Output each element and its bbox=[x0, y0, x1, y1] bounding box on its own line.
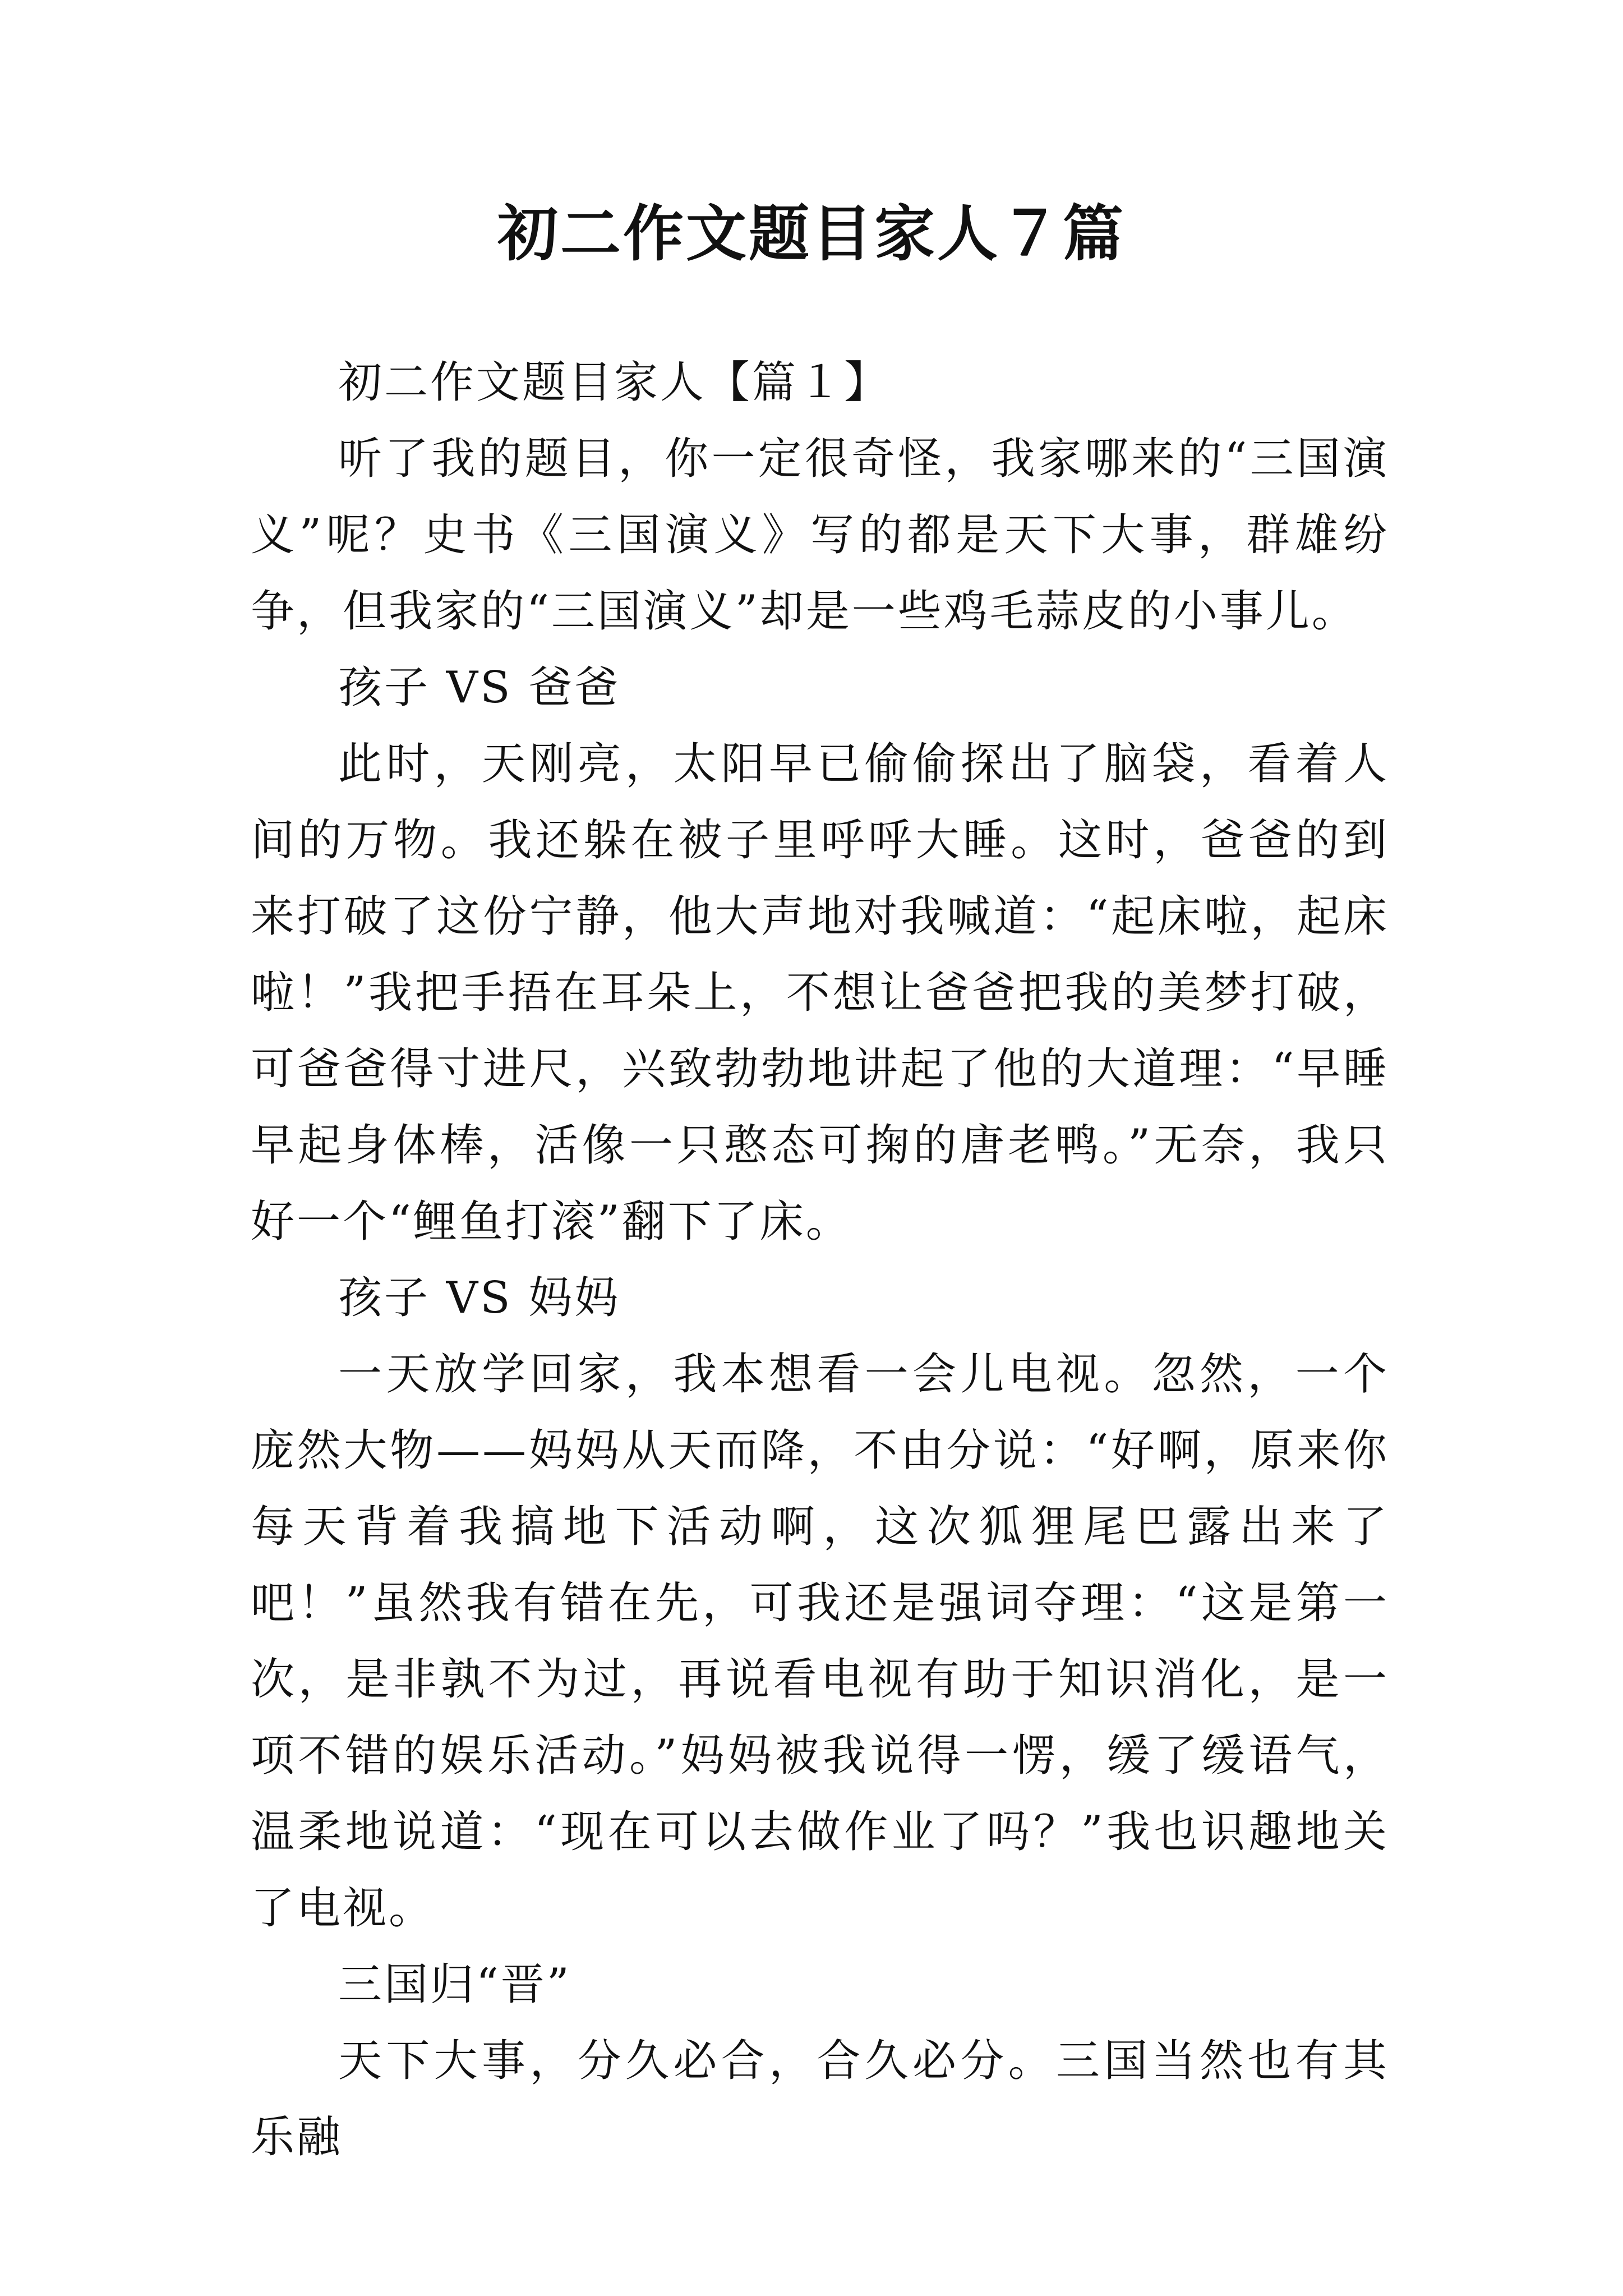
paragraph: 听了我的题目，你一定很奇怪，我家哪来的“三国演义”呢？史书《三国演义》写的都是天下大事，群雄纷争，但我家的“三国演义”却是一些鸡毛蒜皮的小事儿。 bbox=[251, 434, 1389, 637]
paragraph: 一天放学回家，我本想看一会儿电视。忽然，一个庞然大物——妈妈从天而降，不由分说：“好啊，原来你每天背着我搞地下活动啊，这次狐狸尾巴露出来了吧！”虽然我有错在先，可我还是强词夺理：“这是第一次，是非孰不为过，再说看电视有助于知识消化，是一项不错的娱乐活动。”妈妈被我说得一愣，缓了缓语气，温柔地说道：“现在可以去做作业了吗？”我也识趣地关了电视。 bbox=[251, 1349, 1389, 1934]
subheading: 孩子 VS 爸爸 bbox=[338, 662, 621, 713]
subheading: 三国归“晋” bbox=[338, 1959, 571, 2010]
document-body bbox=[251, 344, 1389, 2175]
paragraph: 天下大事，分久必合，合久必分。三国当然也有其乐融 bbox=[251, 2036, 1389, 2162]
paragraph: 此时，天刚亮，太阳早已偷偷探出了脑袋，看着人间的万物。我还躲在被子里呼呼大睡。这时，爸爸的到来打破了这份宁静，他大声地对我喊道：“起床啦，起床啦！”我把手捂在耳朵上，不想让爸爸把我的美梦打破，可爸爸得寸进尺，兴致勃勃地讲起了他的大道理：“早睡早起身体棒，活像一只憨态可掬的唐老鸭。”无奈，我只好一个“鲤鱼打滚”翻下了床。 bbox=[251, 739, 1389, 1247]
section-heading: 初二作文题目家人【篇１】 bbox=[338, 357, 891, 408]
document-title: 初二作文题目家人７篇 bbox=[497, 199, 1126, 269]
subheading: 孩子 VS 妈妈 bbox=[338, 1273, 621, 1323]
